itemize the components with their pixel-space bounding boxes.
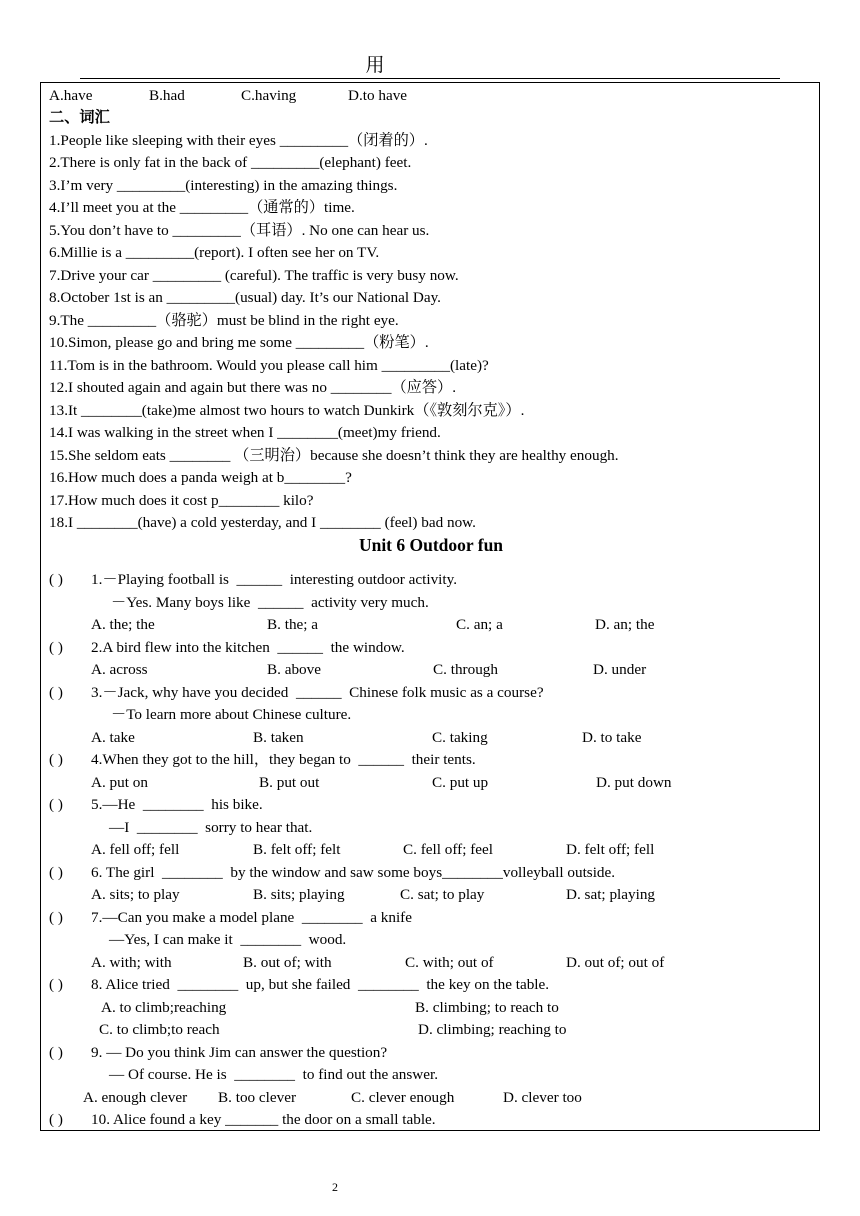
- choice-c: C. through: [433, 661, 498, 678]
- option-d: D.to have: [348, 87, 408, 104]
- vocab-item: 12.I shouted again and again but there was no ________（应答）.: [49, 379, 457, 396]
- vocab-item: 6.Millie is a _________(report). I often see her on TV.: [49, 244, 380, 261]
- question-line: 5.—He ________ his bike.: [91, 796, 263, 813]
- vocab-item: 11.Tom is in the bathroom. Would you please call him _________(late)?: [49, 357, 489, 374]
- choice-d: D. an; the: [595, 616, 655, 633]
- question-line: 1.－Playing football is ______ interesting outdoor activity.: [91, 571, 458, 588]
- answer-paren: ( ): [49, 1044, 63, 1061]
- question-line: 4.When they got to the hill，they began to ______ their tents.: [91, 751, 476, 768]
- choice-b: B. above: [267, 661, 321, 678]
- choice-a: A. put on: [91, 774, 148, 791]
- choice-a: A. with; with: [91, 954, 172, 971]
- choice-d: D. felt off; fell: [566, 841, 655, 858]
- vocab-item: 3.I’m very _________(interesting) in the amazing things.: [49, 177, 398, 194]
- question-line: －Yes. Many boys like ______ activity very much.: [111, 594, 429, 611]
- choice-a: A. to climb;reaching: [101, 999, 227, 1016]
- choice-b: B. the; a: [267, 616, 319, 633]
- answer-paren: ( ): [49, 864, 63, 881]
- page-number: 2: [332, 1180, 338, 1194]
- answer-paren: ( ): [49, 796, 63, 813]
- choice-d: D. put down: [596, 774, 672, 791]
- question-line: 6. The girl ________ by the window and saw some boys________volleyball outside.: [91, 864, 616, 881]
- choice-b: B. sits; playing: [253, 886, 345, 903]
- answer-paren: ( ): [49, 571, 63, 588]
- vocab-item: 9.The _________（骆驼）must be blind in the right eye.: [49, 312, 399, 329]
- question-line: 2.A bird flew into the kitchen ______ the window.: [91, 639, 405, 656]
- vocab-item: 13.It ________(take)me almost two hours to watch Dunkirk（《敦刻尔克》）.: [49, 402, 525, 419]
- vocab-item: 4.I’ll meet you at the _________（通常的）time.: [49, 199, 355, 216]
- vocab-item: 14.I was walking in the street when I ________(meet)my friend.: [49, 424, 441, 441]
- choice-c: C. clever enough: [351, 1089, 455, 1106]
- choice-d: D. out of; out of: [566, 954, 665, 971]
- choice-c: C. an; a: [456, 616, 503, 633]
- question-line: —I ________ sorry to hear that.: [109, 819, 313, 836]
- choice-a: A. take: [91, 729, 135, 746]
- choice-c: C. taking: [432, 729, 488, 746]
- answer-paren: ( ): [49, 1111, 63, 1128]
- vocab-item: 17.How much does it cost p________ kilo?: [49, 492, 314, 509]
- question-line: 3.－Jack, why have you decided ______ Chinese folk music as a course?: [91, 684, 544, 701]
- vocab-item: 8.October 1st is an _________(usual) day. It’s our National Day.: [49, 289, 441, 306]
- choice-c: C. with; out of: [405, 954, 494, 971]
- answer-paren: ( ): [49, 684, 63, 701]
- choice-c: C. sat; to play: [400, 886, 485, 903]
- section-title-vocab: 二、词汇: [49, 109, 110, 126]
- question-line: 8. Alice tried ________ up, but she failed ________ the key on the table.: [91, 976, 550, 993]
- answer-paren: ( ): [49, 639, 63, 656]
- question-line: — Of course. He is ________ to find out the answer.: [109, 1066, 439, 1083]
- option-c: C.having: [241, 87, 297, 104]
- choice-d: D. sat; playing: [566, 886, 656, 903]
- answer-paren: ( ): [49, 909, 63, 926]
- vocab-item: 2.There is only fat in the back of _________(elephant) feet.: [49, 154, 412, 171]
- answer-paren: ( ): [49, 751, 63, 768]
- choice-b: B. taken: [253, 729, 304, 746]
- option-b: B.had: [149, 87, 185, 104]
- worksheet-frame: [40, 82, 820, 1131]
- header-rule: [80, 78, 780, 79]
- unit-title: Unit 6 Outdoor fun: [358, 535, 504, 555]
- question-line: 7.—Can you make a model plane ________ a knife: [91, 909, 412, 926]
- choice-a: A. the; the: [91, 616, 155, 633]
- choice-b: B. felt off; felt: [253, 841, 341, 858]
- vocab-item: 5.You don’t have to _________（耳语）. No one can hear us.: [49, 222, 430, 239]
- vocab-item: 15.She seldom eats ________ （三明治）because she doesn’t think they are healthy enough.: [49, 447, 619, 464]
- choice-a: A. enough clever: [83, 1089, 188, 1106]
- choice-b: B. out of; with: [243, 954, 332, 971]
- choice-a: A. sits; to play: [91, 886, 180, 903]
- choice-a: A. across: [91, 661, 148, 678]
- vocab-item: 16.How much does a panda weigh at b________?: [49, 469, 352, 486]
- vocab-item: 18.I ________(have) a cold yesterday, and I ________ (feel) bad now.: [49, 514, 476, 531]
- choice-d: D. climbing; reaching to: [418, 1021, 567, 1038]
- choice-c: C. put up: [432, 774, 489, 791]
- choice-d: D. under: [593, 661, 647, 678]
- question-line: 10. Alice found a key _______ the door on a small table.: [91, 1111, 436, 1128]
- choice-d: D. clever too: [503, 1089, 582, 1106]
- question-line: －To learn more about Chinese culture.: [111, 706, 352, 723]
- choice-b: B. too clever: [218, 1089, 297, 1106]
- choice-c: C. fell off; feel: [403, 841, 493, 858]
- choice-d: D. to take: [582, 729, 642, 746]
- choice-b: B. climbing; to reach to: [415, 999, 559, 1016]
- choice-c: C. to climb;to reach: [99, 1021, 220, 1038]
- question-line: —Yes, I can make it ________ wood.: [109, 931, 347, 948]
- question-line: 9. — Do you think Jim can answer the question?: [91, 1044, 388, 1061]
- answer-paren: ( ): [49, 976, 63, 993]
- vocab-item: 1.People like sleeping with their eyes _________（闭着的）.: [49, 132, 428, 149]
- choice-b: B. put out: [259, 774, 320, 791]
- vocab-item: 10.Simon, please go and bring me some _________（粉笔）.: [49, 334, 429, 351]
- choice-a: A. fell off; fell: [91, 841, 180, 858]
- page-header-char: 用: [365, 55, 385, 76]
- option-a: A.have: [49, 87, 93, 104]
- vocab-item: 7.Drive your car _________ (careful). The traffic is very busy now.: [49, 267, 459, 284]
